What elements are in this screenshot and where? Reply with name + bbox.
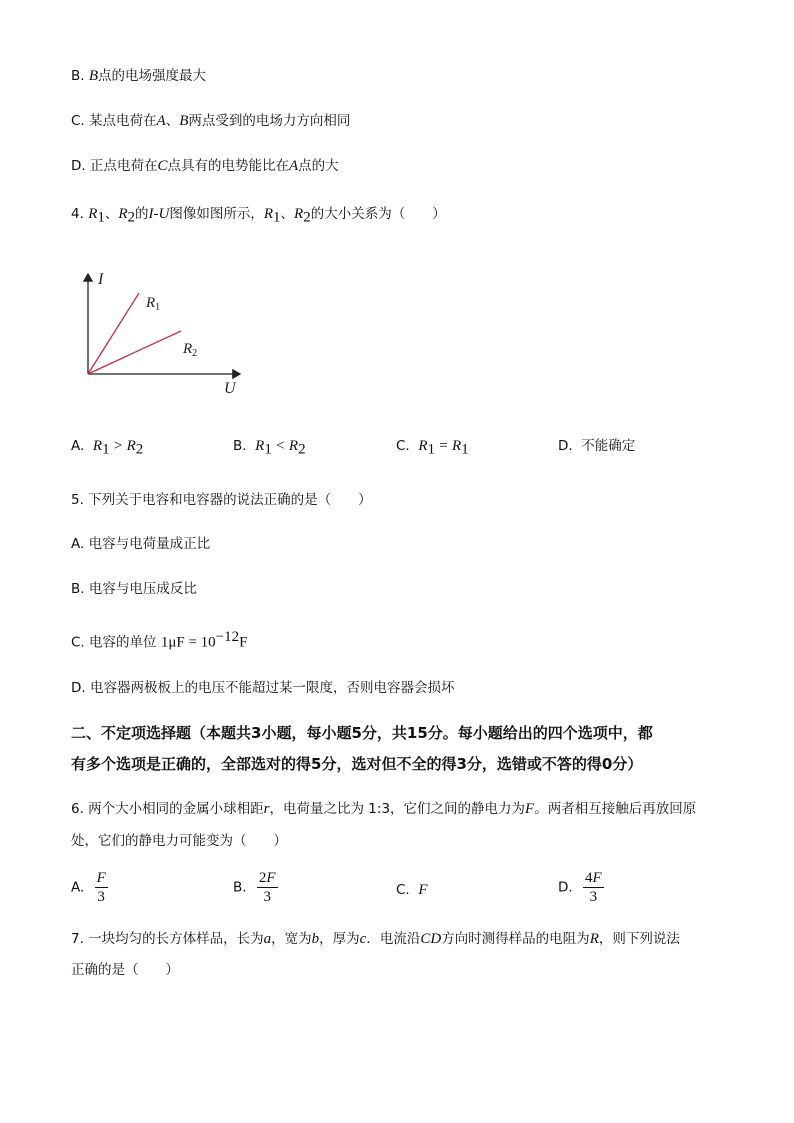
r2-label — [182, 341, 197, 359]
subscript: 1 — [102, 441, 110, 458]
stem-text: 的 — [135, 206, 149, 222]
option-label: A. — [71, 879, 85, 896]
resistor-symbol: R — [288, 438, 299, 454]
relation: > — [113, 438, 123, 454]
stem-text: ，宽为 — [271, 931, 312, 947]
option-label: D. — [71, 158, 86, 174]
stem-text: 6. 两个大小相同的金属小球相距 — [71, 801, 264, 817]
var: CD — [420, 931, 442, 947]
point-var: A — [156, 113, 166, 129]
subscript: 1 — [461, 441, 469, 458]
option-text: 正点电荷在 — [89, 158, 158, 174]
denominator: 3 — [263, 889, 271, 905]
subscript: 1 — [273, 209, 281, 226]
subscript: 2 — [135, 441, 144, 458]
option-label: B. — [233, 438, 247, 454]
stem-text: 。两者相互接触后再放回原 — [534, 801, 697, 817]
iu-symbol: I-U — [148, 206, 170, 222]
var: r — [263, 801, 270, 817]
var: R — [589, 931, 599, 947]
stem-text: 图像如图所示， — [169, 206, 264, 222]
q3-option-d — [71, 156, 339, 176]
resistor-symbol: R — [294, 206, 304, 222]
section-heading-line1: 二、不定项选择题（本题共3小题，每小题5分，共15分。每小题给出的四个选项中，都 — [71, 724, 653, 742]
stem-text: ，电荷量之比为 1:3，它们之间的静电力为 — [269, 801, 526, 817]
resistor-symbol: R — [263, 206, 274, 222]
q4-option-c — [396, 436, 469, 460]
option-text: 某点电荷在 — [89, 113, 157, 129]
option-label: B. — [233, 879, 247, 896]
option-label: C. — [396, 438, 410, 454]
q3-option-c — [71, 111, 350, 131]
stem-text: ，厚为 — [319, 931, 360, 947]
y-axis-label: I — [98, 271, 104, 288]
separator: 、 — [280, 206, 295, 222]
option-label: B. — [71, 68, 85, 84]
point-var: B — [179, 113, 189, 129]
point-var: C — [157, 158, 168, 174]
q4-option-d — [558, 436, 635, 456]
stem-text: ．电流沿 — [366, 931, 421, 947]
numerator: F — [96, 870, 106, 886]
q7-stem-line2: 正确的是（ ） — [71, 962, 179, 978]
numerator: F — [266, 870, 276, 886]
section-heading-line2: 有多个选项是正确的，全部选对的得5分，选对但不全的得3分，选错或不答的得0分） — [71, 755, 643, 773]
subscript: 1 — [427, 441, 435, 458]
subscript: 1 — [97, 209, 105, 226]
question-number: 4. — [71, 206, 84, 222]
r1-label-sub: 1 — [155, 302, 161, 313]
numerator-coef: 2 — [258, 870, 267, 886]
q5-option-d: D. 电容器两极板上的电压不能超过某一限度，否则电容器会损坏 — [71, 680, 455, 696]
r2-label-letter: R — [183, 341, 193, 357]
unit-math: 1μF = 10 — [160, 634, 216, 651]
separator: 、 — [104, 206, 119, 222]
fraction — [583, 869, 604, 906]
option-text: 点具有的电势能比在 — [167, 158, 289, 174]
var: a — [263, 931, 272, 947]
q4-option-b — [233, 436, 306, 460]
option-text: 点的电场强度最大 — [98, 68, 207, 84]
numerator-coef: 4 — [584, 870, 593, 886]
relation: < — [276, 438, 285, 454]
point-var: A — [289, 158, 299, 174]
fraction — [95, 869, 108, 906]
q6-option-d — [558, 869, 604, 906]
subscript: 2 — [127, 209, 136, 226]
r2-label-sub: 2 — [192, 348, 198, 359]
denominator: 3 — [589, 889, 598, 905]
q4-option-a — [71, 436, 143, 460]
option-label: C. — [71, 113, 85, 129]
q6-option-a — [71, 869, 108, 906]
q6-stem-line1 — [71, 799, 696, 819]
subscript: 2 — [298, 441, 306, 458]
resistor-symbol: R — [418, 438, 428, 454]
r1-label — [145, 295, 160, 313]
stem-text: 方向时测得样品的电阻为 — [441, 931, 590, 947]
var: b — [311, 931, 320, 947]
q5-option-a: A. 电容与电荷量成正比 — [71, 536, 211, 552]
unit: F — [239, 634, 248, 651]
numerator: F — [592, 870, 602, 886]
resistor-symbol: R — [92, 438, 103, 454]
fraction — [257, 869, 278, 906]
var: c — [359, 931, 367, 947]
option-text: 点的大 — [298, 158, 339, 174]
stem-text: ，则下列说法 — [598, 931, 680, 947]
option-label: A. — [71, 438, 85, 454]
subscript: 2 — [303, 209, 311, 226]
q5-option-b: B. 电容与电压成反比 — [71, 581, 197, 597]
q6-stem-line2: 处，它们的静电力可能变为（ ） — [71, 833, 287, 849]
q3-option-b — [71, 66, 206, 86]
resistor-symbol: R — [255, 438, 265, 454]
exponent: −12 — [215, 629, 240, 645]
q5-option-c — [71, 627, 247, 653]
option-label: C. — [396, 882, 410, 898]
q6-option-b — [233, 869, 278, 906]
q6-option-c — [396, 880, 427, 900]
q7-stem-line1 — [71, 929, 680, 949]
var: F — [525, 801, 535, 817]
subscript: 1 — [264, 441, 272, 458]
stem-text: 7. 一块均匀的长方体样品，长为 — [71, 931, 264, 947]
q5-stem: 5. 下列关于电容和电容器的说法正确的是（ ） — [71, 492, 372, 508]
stem-text: 的大小关系为（ ） — [310, 206, 446, 222]
option-text: 不能确定 — [581, 438, 636, 454]
r1-label-letter: R — [146, 295, 156, 311]
x-axis-label: U — [224, 380, 236, 397]
denominator: 3 — [97, 889, 105, 905]
q4-stem — [71, 204, 446, 228]
resistor-symbol: R — [88, 206, 98, 222]
separator: 、 — [165, 113, 180, 129]
resistor-symbol: R — [452, 438, 462, 454]
option-label: D. — [558, 438, 573, 454]
iu-graph — [70, 262, 250, 402]
option-text: C. 电容的单位 — [71, 634, 157, 651]
option-label: D. — [558, 879, 573, 896]
resistor-symbol: R — [118, 206, 128, 222]
resistor-symbol: R — [126, 438, 136, 454]
option-text: 两点受到的电场力方向相同 — [188, 113, 351, 129]
point-var: B — [88, 68, 99, 84]
var: F — [418, 882, 428, 898]
relation: = — [439, 438, 448, 454]
